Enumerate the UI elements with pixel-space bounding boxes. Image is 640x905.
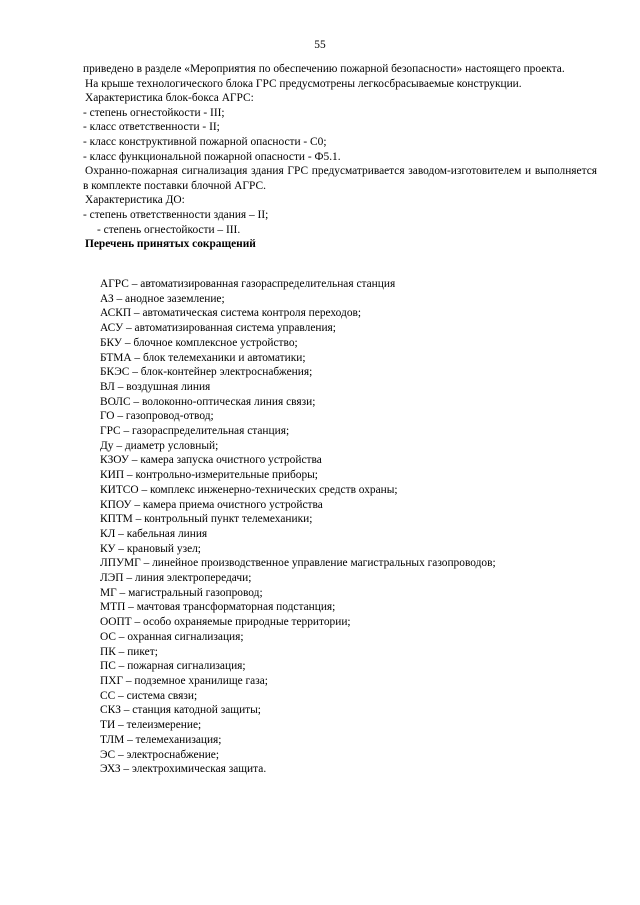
abbreviation-item: ЭХЗ – электрохимическая защита.: [100, 763, 267, 776]
abbreviation-item: КПОУ – камера приема очистного устройства: [100, 498, 323, 511]
paragraph-roof-constructions: На крыше технологического блока ГРС предусмотрены легкосбрасываемые конструкции.: [85, 77, 522, 90]
abbreviation-item: ВЛ – воздушная линия: [100, 380, 211, 393]
abbreviation-item: МГ – магистральный газопровод;: [100, 586, 263, 599]
abbreviation-item: КПТМ – контрольный пункт телемеханики;: [100, 513, 313, 526]
abbreviation-item: ПС – пожарная сигнализация;: [100, 660, 246, 673]
paragraph-fire-alarm: Охранно-пожарная сигнализация здания ГРС предусматривается заводом-изготовителем и выполняется в комплекте поставки блочной АГРС.: [83, 165, 597, 192]
abbreviation-item: КИТСО – комплекс инженерно-технических средств охраны;: [100, 483, 398, 496]
abbreviation-item: АЗ – анодное заземление;: [100, 292, 225, 305]
abbreviation-item: АСКП – автоматическая система контроля переходов;: [100, 307, 362, 320]
abbreviation-item: ПК – пикет;: [100, 645, 158, 658]
abbreviation-item: КИП – контрольно-измерительные приборы;: [100, 469, 318, 482]
abbreviation-item: ЭС – электроснабжение;: [100, 748, 220, 761]
abbreviation-item: ПХГ – подземное хранилище газа;: [100, 674, 268, 687]
abbreviation-item: КУ – крановый узел;: [100, 542, 201, 555]
paragraph-fire-resistance: - степень огнестойкости - III;: [83, 106, 225, 119]
abbreviation-item: АГРС – автоматизированная газораспределительная станция: [100, 278, 396, 290]
paragraph-structural-fire-class: - класс конструктивной пожарной опасности - С0;: [83, 135, 327, 148]
abbreviation-item: СКЗ – станция катодной защиты;: [100, 704, 261, 717]
abbreviation-item: ООПТ – особо охраняемые природные территории;: [100, 616, 351, 629]
abbreviation-item: БКЭС – блок-контейнер электроснабжения;: [100, 366, 313, 379]
paragraph-agrs-characteristics: Характеристика блок-бокса АГРС:: [85, 92, 254, 105]
paragraph-fire-safety-ref: приведено в разделе «Мероприятия по обеспечению пожарной безопасности» настоящего проекта.: [83, 63, 565, 75]
abbreviation-item: БТМА – блок телемеханики и автоматики;: [100, 351, 306, 364]
abbreviation-item: КЛ – кабельная линия: [100, 527, 208, 540]
abbreviation-item: ТЛМ – телемеханизация;: [100, 733, 222, 746]
abbreviation-item: МТП – мачтовая трансформаторная подстанция;: [100, 601, 336, 614]
abbreviation-item: ВОЛС – волоконно-оптическая линия связи;: [100, 395, 316, 408]
abbreviation-item: АСУ – автоматизированная система управления;: [100, 322, 336, 335]
paragraph-do-characteristics: Характеристика ДО:: [85, 194, 185, 207]
paragraph-responsibility-class: - класс ответственности - II;: [83, 121, 220, 134]
page-number: 55: [314, 39, 326, 51]
abbreviation-item: ОС – охранная сигнализация;: [100, 630, 244, 643]
body-text: [83, 62, 597, 252]
paragraph-building-responsibility: - степень ответственности здания – II;: [83, 208, 269, 221]
abbreviation-item: КЗОУ – камера запуска очистного устройства: [100, 454, 322, 467]
abbreviation-item: ЛПУМГ – линейное производственное управление магистральных газопроводов;: [100, 557, 496, 570]
abbreviation-item: СС – система связи;: [100, 689, 198, 702]
abbreviation-item: ЛЭП – линия электропередачи;: [100, 572, 252, 585]
abbreviation-item: БКУ – блочное комплексное устройство;: [100, 336, 298, 349]
abbreviation-item: ГО – газопровод-отвод;: [100, 410, 214, 423]
paragraph-functional-fire-class: - класс функциональной пожарной опасности - Ф5.1.: [83, 150, 341, 163]
abbreviations-heading: Перечень принятых сокращений: [85, 238, 256, 251]
paragraph-do-fire-resistance: - степень огнестойкости – III.: [97, 223, 241, 236]
abbreviation-item: Ду – диаметр условный;: [100, 439, 219, 452]
abbreviation-item: ТИ – телеизмерение;: [100, 719, 202, 732]
abbreviation-item: ГРС – газораспределительная станция;: [100, 425, 290, 438]
abbreviations-list: [100, 277, 600, 777]
